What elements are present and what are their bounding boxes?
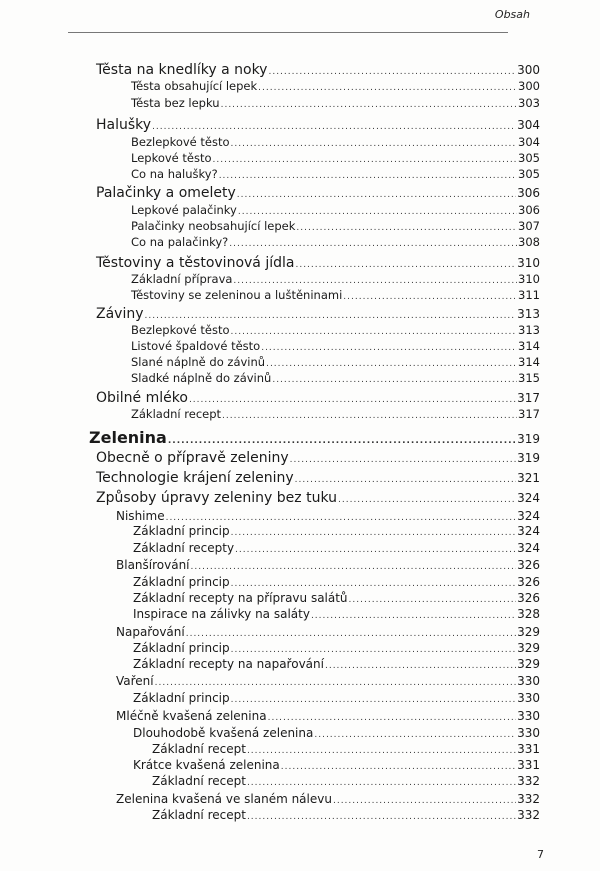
dot-leader bbox=[238, 207, 517, 217]
dot-leader bbox=[231, 327, 518, 337]
toc-entry-page: 304 bbox=[518, 135, 540, 149]
toc-entry-title: Nishime bbox=[116, 509, 165, 523]
toc-entry[interactable] bbox=[116, 792, 540, 806]
toc-entry-title: Krátce kvašená zelenina bbox=[133, 758, 280, 772]
toc-entry-page: 330 bbox=[517, 674, 540, 688]
toc-entry[interactable] bbox=[96, 450, 540, 466]
dot-leader bbox=[338, 495, 516, 505]
dot-leader bbox=[295, 260, 516, 270]
toc-entry[interactable] bbox=[96, 185, 540, 201]
toc-entry-title: Základní recepty na napařování bbox=[133, 657, 324, 671]
dot-leader bbox=[233, 276, 517, 286]
toc-entry-title: Obecně o přípravě zeleniny bbox=[96, 450, 289, 466]
toc-entry-page: 305 bbox=[518, 167, 540, 181]
toc-entry-page: 328 bbox=[517, 607, 540, 621]
dot-leader bbox=[296, 223, 517, 233]
dot-leader bbox=[152, 122, 516, 132]
toc-entry[interactable] bbox=[131, 167, 540, 181]
toc-entry-title: Bezlepkové těsto bbox=[131, 135, 230, 149]
dot-leader bbox=[325, 661, 516, 671]
toc-entry-page: 314 bbox=[518, 355, 540, 369]
toc-entry-title: Základní recept bbox=[131, 407, 222, 421]
dot-leader bbox=[231, 695, 516, 705]
toc-entry[interactable] bbox=[116, 625, 540, 639]
toc-entry-title: Palačinky neobsahující lepek bbox=[131, 219, 296, 233]
toc-entry-page: 303 bbox=[518, 96, 540, 110]
dot-leader bbox=[349, 595, 517, 605]
toc-entry-title: Obilné mléko bbox=[96, 390, 188, 406]
toc-entry-title: Co na palačinky? bbox=[131, 235, 229, 249]
dot-leader bbox=[168, 436, 516, 446]
toc-entry-title: Blanšírování bbox=[116, 558, 190, 572]
toc-entry-page: 314 bbox=[518, 339, 540, 353]
toc-entry-page: 326 bbox=[517, 558, 540, 572]
toc-entry-page: 310 bbox=[518, 272, 540, 286]
toc-entry-page: 308 bbox=[518, 235, 540, 249]
toc-entry[interactable] bbox=[131, 323, 540, 337]
toc-entry[interactable] bbox=[96, 117, 540, 133]
toc-entry-page: 300 bbox=[517, 63, 540, 77]
toc-entry[interactable] bbox=[131, 219, 540, 233]
toc-entry-title: Základní recept bbox=[152, 808, 246, 822]
dot-leader bbox=[213, 155, 518, 165]
toc-entry-title: Co na halušky? bbox=[131, 167, 218, 181]
toc-entry-title: Těstoviny a těstovinová jídla bbox=[96, 255, 295, 271]
dot-leader bbox=[231, 139, 518, 149]
dot-leader bbox=[145, 311, 517, 321]
toc-entry-title: Palačinky a omelety bbox=[96, 185, 236, 201]
toc-entry[interactable] bbox=[152, 774, 540, 788]
toc-entry-page: 313 bbox=[517, 307, 540, 321]
toc-entry[interactable] bbox=[96, 390, 540, 406]
toc-entry-title: Halušky bbox=[96, 117, 152, 133]
dot-leader bbox=[272, 375, 517, 385]
toc-entry-title: Způsoby úpravy zeleniny bez tuku bbox=[96, 490, 337, 506]
page-number: 7 bbox=[537, 848, 544, 861]
toc-entry-page: 331 bbox=[517, 758, 540, 772]
toc-entry-title: Mléčně kvašená zelenina bbox=[116, 709, 267, 723]
dot-leader bbox=[189, 395, 516, 405]
toc-entry[interactable] bbox=[89, 428, 540, 447]
toc-entry-title: Základní recept bbox=[152, 742, 246, 756]
toc-entry[interactable] bbox=[131, 407, 540, 421]
toc-entry-page: 324 bbox=[517, 524, 540, 538]
toc-entry-page: 319 bbox=[517, 432, 540, 446]
toc-entry-page: 326 bbox=[517, 575, 540, 589]
toc-entry-title: Záviny bbox=[96, 306, 144, 322]
toc-entry[interactable] bbox=[133, 541, 540, 555]
toc-entry[interactable] bbox=[116, 709, 540, 723]
toc-entry[interactable] bbox=[152, 808, 540, 822]
toc-entry[interactable] bbox=[131, 272, 540, 286]
toc-entry[interactable] bbox=[131, 288, 540, 302]
toc-entry[interactable] bbox=[133, 575, 540, 589]
toc-entry-title: Těsta bez lepku bbox=[131, 96, 220, 110]
toc-entry-page: 317 bbox=[517, 391, 540, 405]
dot-leader bbox=[311, 611, 516, 621]
toc-entry[interactable] bbox=[152, 742, 540, 756]
dot-leader bbox=[247, 746, 516, 756]
toc-entry[interactable] bbox=[131, 151, 540, 165]
toc-entry-page: 313 bbox=[518, 323, 540, 337]
dot-leader bbox=[268, 67, 516, 77]
toc-entry-title: Slané náplně do závinů bbox=[131, 355, 266, 369]
dot-leader bbox=[290, 455, 516, 465]
toc-entry-page: 324 bbox=[517, 491, 540, 505]
toc-entry-title: Listové špaldové těsto bbox=[131, 339, 261, 353]
toc-entry-title: Lepkové palačinky bbox=[131, 203, 237, 217]
dot-leader bbox=[261, 343, 517, 353]
dot-leader bbox=[268, 713, 517, 723]
toc-entry-page: 310 bbox=[517, 256, 540, 270]
toc-entry-page: 329 bbox=[517, 657, 540, 671]
toc-entry-title: Vaření bbox=[116, 674, 154, 688]
toc-entry-page: 306 bbox=[518, 203, 540, 217]
toc-entry[interactable] bbox=[96, 306, 540, 322]
dot-leader bbox=[333, 796, 516, 806]
toc-entry[interactable] bbox=[133, 758, 540, 772]
dot-leader bbox=[247, 778, 516, 788]
dot-leader bbox=[155, 678, 516, 688]
toc-entry-title: Základní recepty bbox=[133, 541, 235, 555]
toc-entry-page: 321 bbox=[517, 471, 540, 485]
toc-entry-title: Těsta obsahující lepek bbox=[131, 79, 258, 93]
dot-leader bbox=[258, 83, 517, 93]
toc-entry-page: 319 bbox=[517, 451, 540, 465]
dot-leader bbox=[191, 562, 517, 572]
toc-entry-title: Zelenina kvašená ve slaném nálevu bbox=[116, 792, 332, 806]
toc-entry[interactable] bbox=[116, 558, 540, 572]
dot-leader bbox=[231, 645, 516, 655]
toc-entry-page: 330 bbox=[517, 691, 540, 705]
dot-leader bbox=[281, 762, 516, 772]
toc-entry-title: Základní princip bbox=[133, 575, 230, 589]
dot-leader bbox=[231, 528, 516, 538]
dot-leader bbox=[247, 812, 516, 822]
toc-entry-page: 329 bbox=[517, 625, 540, 639]
toc-entry-page: 330 bbox=[517, 709, 540, 723]
toc-entry-title: Základní recepty na přípravu salátů bbox=[133, 591, 348, 605]
toc-entry[interactable] bbox=[116, 509, 540, 523]
toc-entry-page: 326 bbox=[517, 591, 540, 605]
toc-entry[interactable] bbox=[133, 657, 540, 671]
toc-entry-page: 324 bbox=[517, 509, 540, 523]
dot-leader bbox=[237, 190, 516, 200]
toc-entry-title: Těsta na knedlíky a noky bbox=[96, 62, 268, 78]
toc-entry-title: Napařování bbox=[116, 625, 185, 639]
toc-entry-page: 300 bbox=[518, 79, 540, 93]
toc-entry-title: Těstoviny se zeleninou a luštěninami bbox=[131, 288, 343, 302]
dot-leader bbox=[219, 171, 517, 181]
toc-entry-title: Základní princip bbox=[133, 691, 230, 705]
toc-entry-title: Technologie krájení zeleniny bbox=[96, 470, 294, 486]
toc-entry[interactable] bbox=[96, 62, 540, 78]
dot-leader bbox=[221, 100, 517, 110]
dot-leader bbox=[266, 359, 517, 369]
toc-entry-title: Dlouhodobě kvašená zelenina bbox=[133, 726, 314, 740]
toc-entry-page: 306 bbox=[517, 186, 540, 200]
toc-entry-title: Sladké náplně do závinů bbox=[131, 371, 272, 385]
dot-leader bbox=[229, 239, 517, 249]
toc-entry-page: 315 bbox=[518, 371, 540, 385]
toc-entry-title: Inspirace na zálivky na saláty bbox=[133, 607, 310, 621]
toc-entry-page: 329 bbox=[517, 641, 540, 655]
toc-entry[interactable] bbox=[96, 490, 540, 506]
toc-entry[interactable] bbox=[131, 235, 540, 249]
dot-leader bbox=[295, 475, 516, 485]
toc-entry[interactable] bbox=[96, 255, 540, 271]
toc-entry[interactable] bbox=[133, 641, 540, 655]
toc-entry[interactable] bbox=[131, 203, 540, 217]
dot-leader bbox=[222, 411, 517, 421]
toc-entry-page: 304 bbox=[517, 118, 540, 132]
toc-entry[interactable] bbox=[133, 607, 540, 621]
toc-entry[interactable] bbox=[131, 79, 540, 93]
dot-leader bbox=[343, 292, 517, 302]
toc-entry[interactable] bbox=[133, 524, 540, 538]
toc-entry-page: 324 bbox=[517, 541, 540, 555]
dot-leader bbox=[231, 579, 516, 589]
header-rule bbox=[68, 32, 508, 33]
running-head-title: Obsah bbox=[494, 8, 530, 21]
toc-entry-page: 332 bbox=[517, 774, 540, 788]
toc-entry[interactable] bbox=[133, 691, 540, 705]
toc-entry[interactable] bbox=[133, 591, 540, 605]
dot-leader bbox=[235, 545, 516, 555]
dot-leader bbox=[314, 730, 516, 740]
toc-entry[interactable] bbox=[131, 135, 540, 149]
dot-leader bbox=[166, 513, 517, 523]
dot-leader bbox=[186, 629, 516, 639]
toc-entry[interactable] bbox=[131, 339, 540, 353]
toc-entry-title: Zelenina bbox=[89, 428, 167, 447]
toc-entry-title: Lepkové těsto bbox=[131, 151, 212, 165]
toc-entry-title: Základní princip bbox=[133, 641, 230, 655]
toc-entry-page: 311 bbox=[518, 288, 540, 302]
toc-entry[interactable] bbox=[131, 371, 540, 385]
toc-entry-page: 332 bbox=[517, 808, 540, 822]
toc-entry-page: 332 bbox=[517, 792, 540, 806]
toc-entry[interactable] bbox=[133, 726, 540, 740]
toc-entry-title: Základní příprava bbox=[131, 272, 233, 286]
toc-entry-page: 305 bbox=[518, 151, 540, 165]
toc-entry[interactable] bbox=[96, 470, 540, 486]
toc-entry[interactable] bbox=[131, 355, 540, 369]
toc-entry[interactable] bbox=[131, 96, 540, 110]
toc-entry-page: 317 bbox=[518, 407, 540, 421]
toc-entry-title: Základní princip bbox=[133, 524, 230, 538]
toc-entry-page: 307 bbox=[518, 219, 540, 233]
toc-entry-page: 330 bbox=[517, 726, 540, 740]
toc-entry-title: Základní recept bbox=[152, 774, 246, 788]
toc-entry-title: Bezlepkové těsto bbox=[131, 323, 230, 337]
toc-entry[interactable] bbox=[116, 674, 540, 688]
toc-entry-page: 331 bbox=[517, 742, 540, 756]
